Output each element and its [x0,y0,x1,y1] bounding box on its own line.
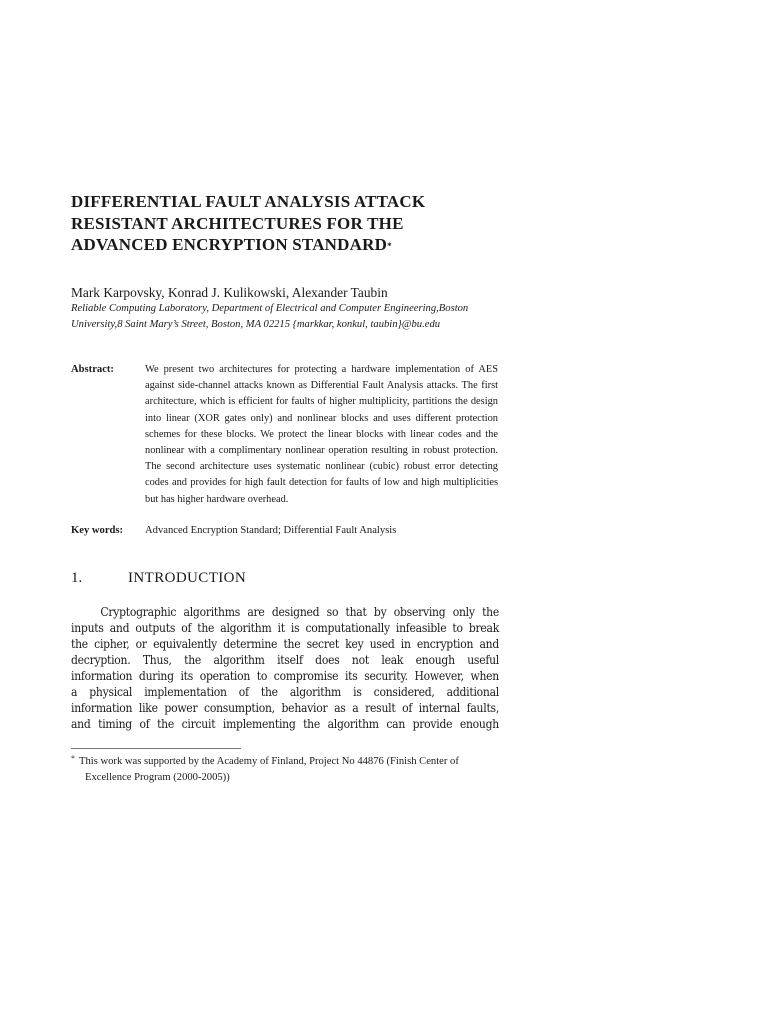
title-line-text: ADVANCED ENCRYPTION STANDARD [71,235,388,254]
abstract-text: We present two architectures for protecting a hardware implementation of AES against side-channel attacks known as Differential Fault Analysis attacks. The first architecture, which is efficient for faults of higher multiplicity, partitions the design into linear (XOR gates only) and nonlinear blocks and uses different protection schemes for these blocks. We protect the linear blocks with linear codes and the nonlinear with a complimentary nonlinear operation resulting in robust protection. The second architecture uses systematic nonlinear (cubic) robust error detecting codes and provides for high fault detection for faults of low and high multiplicities but has higher hardware overhead. [145,364,498,505]
title-line-last [71,234,511,256]
paper-title [71,191,511,256]
footnote-mark: * [71,754,75,763]
body-line: inputs and outputs of the algorithm it is computationally infeasible to break [71,621,499,635]
introduction-text [71,604,499,732]
footnote-line: Excellence Program (2000-2005)) [85,771,230,783]
affiliation [71,301,501,333]
body-line: the cipher, or equivalently determine the secret key used in encryption and [71,637,499,651]
keywords-label: Key words: [71,525,124,536]
body-line: and timing of the circuit implementing the algorithm can provide enough [71,717,499,731]
footnote-divider [71,748,241,749]
body-line: decryption. Thus, the algorithm itself does not leak enough useful [71,653,499,667]
body-line: Cryptographic algorithms are designed so that by observing only the [71,605,499,619]
body-line: a physical implementation of the algorithm is considered, additional [71,685,499,699]
keywords-text: Advanced Encryption Standard; Differential Fault Analysis [145,525,397,536]
authors: Mark Karpovsky, Konrad J. Kulikowski, Alexander Taubin [71,285,388,300]
body-line: information during its operation to compromise its security. However, when [71,669,499,683]
title-line: RESISTANT ARCHITECTURES FOR THE [71,213,404,233]
footnote-text [79,754,501,785]
abstract-label: Abstract: [71,364,114,375]
section-title: INTRODUCTION [128,570,247,586]
title-footnote-mark: * [387,241,392,251]
body-line: information like power consumption, behavior as a result of internal faults, [71,701,499,715]
affiliation-line: Reliable Computing Laboratory, Department of Electrical and Computer Engineering,Boston [71,303,469,314]
affiliation-line: University,8 Saint Mary’s Street, Boston, MA 02215 {markkar, konkul, taubin}@bu.edu [71,319,441,330]
footnote-line: This work was supported by the Academy of Finland, Project No 44876 (Finish Center of [79,756,459,767]
title-line: DIFFERENTIAL FAULT ANALYSIS ATTACK [71,192,426,211]
section-number: 1. [71,570,83,586]
